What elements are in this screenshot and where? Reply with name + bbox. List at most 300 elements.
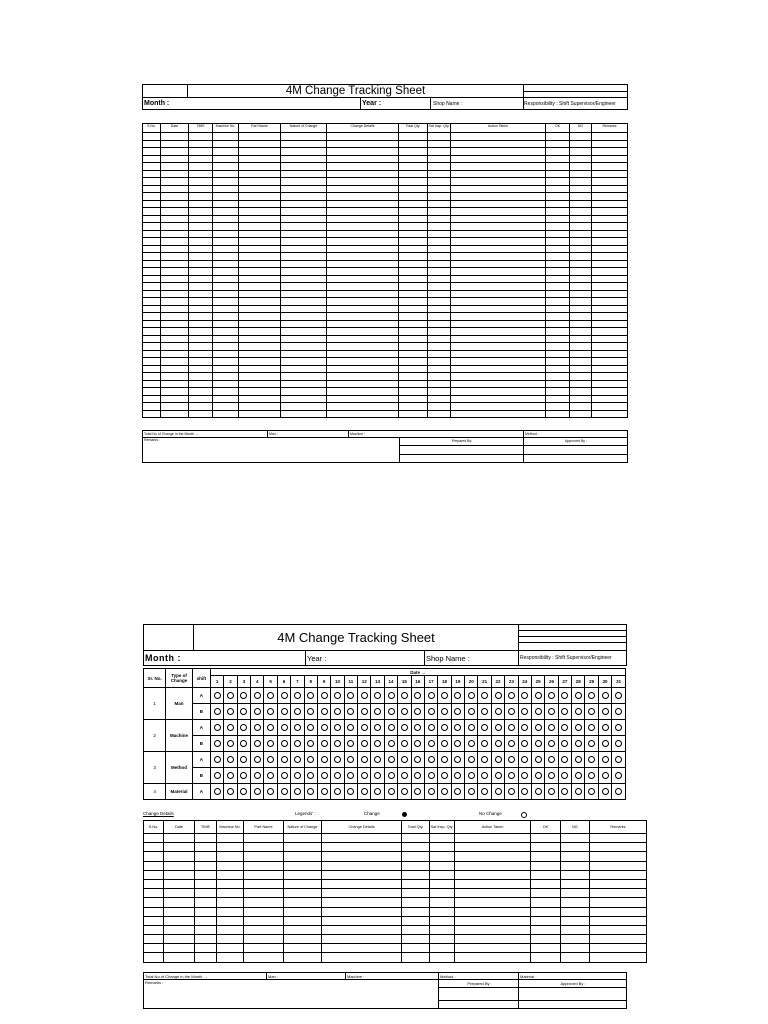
status-circle-icon[interactable] bbox=[214, 756, 221, 763]
status-circle-icon[interactable] bbox=[321, 740, 328, 747]
log-table-cell[interactable] bbox=[430, 925, 455, 934]
log-table-cell[interactable] bbox=[327, 305, 399, 313]
status-circle-icon[interactable] bbox=[214, 692, 221, 699]
log-table-cell[interactable] bbox=[546, 223, 570, 231]
log-table-cell[interactable] bbox=[281, 335, 327, 343]
status-circle-icon[interactable] bbox=[334, 708, 341, 715]
log-table-cell[interactable] bbox=[592, 275, 628, 283]
day-status-cell[interactable] bbox=[384, 688, 397, 704]
day-status-cell[interactable] bbox=[505, 720, 518, 736]
log-table-cell[interactable] bbox=[451, 230, 546, 238]
log-table-cell[interactable] bbox=[143, 200, 161, 208]
log-table-cell[interactable] bbox=[239, 283, 281, 291]
status-circle-icon[interactable] bbox=[307, 724, 314, 731]
day-status-cell[interactable] bbox=[358, 768, 371, 784]
day-status-cell[interactable] bbox=[291, 768, 304, 784]
log-table-cell[interactable] bbox=[239, 350, 281, 358]
day-status-cell[interactable] bbox=[438, 784, 451, 800]
log-table-cell[interactable] bbox=[430, 907, 455, 916]
log-table-cell[interactable] bbox=[239, 208, 281, 216]
status-circle-icon[interactable] bbox=[561, 692, 568, 699]
log-table-cell[interactable] bbox=[399, 140, 428, 148]
status-circle-icon[interactable] bbox=[254, 772, 261, 779]
log-table-cell[interactable] bbox=[399, 290, 428, 298]
day-status-cell[interactable] bbox=[518, 688, 531, 704]
status-circle-icon[interactable] bbox=[548, 756, 555, 763]
log-table-cell[interactable] bbox=[399, 208, 428, 216]
log-table-cell[interactable] bbox=[144, 843, 164, 852]
log-table-cell[interactable] bbox=[570, 373, 592, 381]
log-table-cell[interactable] bbox=[546, 283, 570, 291]
status-circle-icon[interactable] bbox=[214, 708, 221, 715]
status-circle-icon[interactable] bbox=[428, 692, 435, 699]
log-table-cell[interactable] bbox=[284, 834, 322, 843]
log-table-cell[interactable] bbox=[281, 260, 327, 268]
log-table-cell[interactable] bbox=[546, 163, 570, 171]
log-table-cell[interactable] bbox=[428, 245, 451, 253]
status-circle-icon[interactable] bbox=[374, 692, 381, 699]
log-table-cell[interactable] bbox=[570, 328, 592, 336]
log-table-cell[interactable] bbox=[327, 253, 399, 261]
log-table-cell[interactable] bbox=[451, 395, 546, 403]
status-circle-icon[interactable] bbox=[414, 756, 421, 763]
day-status-cell[interactable] bbox=[237, 768, 250, 784]
day-status-cell[interactable] bbox=[491, 768, 504, 784]
status-circle-icon[interactable] bbox=[214, 772, 221, 779]
status-circle-icon[interactable] bbox=[508, 708, 515, 715]
day-status-cell[interactable] bbox=[438, 720, 451, 736]
log-table-cell[interactable] bbox=[189, 163, 213, 171]
log-table-cell[interactable] bbox=[164, 925, 195, 934]
log-table-cell[interactable] bbox=[239, 320, 281, 328]
day-status-cell[interactable] bbox=[612, 736, 626, 752]
status-circle-icon[interactable] bbox=[602, 772, 609, 779]
day-status-cell[interactable] bbox=[545, 736, 558, 752]
log-table-cell[interactable] bbox=[213, 260, 239, 268]
log-table-cell[interactable] bbox=[143, 268, 161, 276]
status-circle-icon[interactable] bbox=[307, 692, 314, 699]
day-status-cell[interactable] bbox=[398, 720, 411, 736]
log-table-cell[interactable] bbox=[143, 223, 161, 231]
log-table-cell[interactable] bbox=[213, 223, 239, 231]
day-status-cell[interactable] bbox=[371, 720, 384, 736]
status-circle-icon[interactable] bbox=[521, 772, 528, 779]
status-circle-icon[interactable] bbox=[294, 756, 301, 763]
status-circle-icon[interactable] bbox=[588, 724, 595, 731]
status-circle-icon[interactable] bbox=[454, 772, 461, 779]
log-table-cell[interactable] bbox=[570, 133, 592, 141]
day-status-cell[interactable] bbox=[358, 752, 371, 768]
status-circle-icon[interactable] bbox=[575, 708, 582, 715]
day-status-cell[interactable] bbox=[558, 752, 571, 768]
log-table-cell[interactable] bbox=[451, 223, 546, 231]
status-circle-icon[interactable] bbox=[575, 756, 582, 763]
day-status-cell[interactable] bbox=[210, 768, 223, 784]
log-table-cell[interactable] bbox=[281, 245, 327, 253]
status-circle-icon[interactable] bbox=[214, 740, 221, 747]
log-table-cell[interactable] bbox=[161, 148, 189, 156]
status-circle-icon[interactable] bbox=[294, 740, 301, 747]
log-table-cell[interactable] bbox=[322, 889, 402, 898]
day-status-cell[interactable] bbox=[277, 688, 290, 704]
log-table-cell[interactable] bbox=[451, 260, 546, 268]
log-table-cell[interactable] bbox=[592, 365, 628, 373]
status-circle-icon[interactable] bbox=[307, 772, 314, 779]
day-status-cell[interactable] bbox=[398, 768, 411, 784]
log-table-cell[interactable] bbox=[161, 275, 189, 283]
log-table-cell[interactable] bbox=[189, 208, 213, 216]
log-table-cell[interactable] bbox=[451, 245, 546, 253]
log-table-cell[interactable] bbox=[239, 253, 281, 261]
log-table-cell[interactable] bbox=[327, 215, 399, 223]
day-status-cell[interactable] bbox=[478, 784, 491, 800]
status-circle-icon[interactable] bbox=[374, 788, 381, 795]
log-table-cell[interactable] bbox=[451, 343, 546, 351]
log-table-cell[interactable] bbox=[590, 861, 647, 870]
log-table-cell[interactable] bbox=[570, 215, 592, 223]
log-table-cell[interactable] bbox=[455, 935, 531, 944]
log-table-cell[interactable] bbox=[451, 253, 546, 261]
log-table-cell[interactable] bbox=[570, 305, 592, 313]
log-table-cell[interactable] bbox=[327, 328, 399, 336]
status-circle-icon[interactable] bbox=[575, 692, 582, 699]
log-table-cell[interactable] bbox=[428, 373, 451, 381]
log-table-cell[interactable] bbox=[281, 155, 327, 163]
log-table-cell[interactable] bbox=[189, 373, 213, 381]
day-status-cell[interactable] bbox=[585, 720, 598, 736]
log-table-cell[interactable] bbox=[399, 230, 428, 238]
day-status-cell[interactable] bbox=[451, 752, 464, 768]
day-status-cell[interactable] bbox=[344, 768, 357, 784]
day-status-cell[interactable] bbox=[224, 720, 237, 736]
status-circle-icon[interactable] bbox=[495, 708, 502, 715]
status-circle-icon[interactable] bbox=[294, 772, 301, 779]
log-table-cell[interactable] bbox=[189, 365, 213, 373]
log-table-cell[interactable] bbox=[322, 898, 402, 907]
log-table-cell[interactable] bbox=[189, 313, 213, 321]
status-circle-icon[interactable] bbox=[535, 788, 542, 795]
status-circle-icon[interactable] bbox=[267, 740, 274, 747]
log-table-cell[interactable] bbox=[592, 268, 628, 276]
day-status-cell[interactable] bbox=[558, 720, 571, 736]
day-status-cell[interactable] bbox=[438, 752, 451, 768]
log-table-cell[interactable] bbox=[546, 193, 570, 201]
status-circle-icon[interactable] bbox=[361, 788, 368, 795]
status-circle-icon[interactable] bbox=[495, 740, 502, 747]
day-status-cell[interactable] bbox=[384, 736, 397, 752]
log-table-cell[interactable] bbox=[239, 155, 281, 163]
log-table-cell[interactable] bbox=[213, 268, 239, 276]
day-status-cell[interactable] bbox=[505, 768, 518, 784]
day-status-cell[interactable] bbox=[398, 752, 411, 768]
day-status-cell[interactable] bbox=[264, 736, 277, 752]
log-table-cell[interactable] bbox=[546, 208, 570, 216]
log-table-cell[interactable] bbox=[327, 343, 399, 351]
log-table-cell[interactable] bbox=[592, 170, 628, 178]
log-table-cell[interactable] bbox=[570, 140, 592, 148]
log-table-cell[interactable] bbox=[161, 260, 189, 268]
log-table-cell[interactable] bbox=[428, 335, 451, 343]
log-table-cell[interactable] bbox=[570, 178, 592, 186]
log-table-cell[interactable] bbox=[144, 879, 164, 888]
log-table-cell[interactable] bbox=[284, 879, 322, 888]
log-table-cell[interactable] bbox=[592, 223, 628, 231]
day-status-cell[interactable] bbox=[505, 736, 518, 752]
status-circle-icon[interactable] bbox=[548, 708, 555, 715]
log-table-cell[interactable] bbox=[428, 170, 451, 178]
log-table-cell[interactable] bbox=[592, 305, 628, 313]
log-table-cell[interactable] bbox=[244, 898, 284, 907]
log-table-cell[interactable] bbox=[590, 916, 647, 925]
log-table-cell[interactable] bbox=[322, 861, 402, 870]
log-table-cell[interactable] bbox=[189, 148, 213, 156]
log-table-cell[interactable] bbox=[402, 925, 430, 934]
log-table-cell[interactable] bbox=[592, 403, 628, 411]
log-table-cell[interactable] bbox=[213, 298, 239, 306]
status-circle-icon[interactable] bbox=[441, 772, 448, 779]
log-table-cell[interactable] bbox=[399, 388, 428, 396]
log-table-cell[interactable] bbox=[451, 403, 546, 411]
log-table-cell[interactable] bbox=[143, 298, 161, 306]
log-table-cell[interactable] bbox=[428, 283, 451, 291]
log-table-cell[interactable] bbox=[570, 395, 592, 403]
log-table-cell[interactable] bbox=[592, 320, 628, 328]
log-table-cell[interactable] bbox=[561, 935, 590, 944]
day-status-cell[interactable] bbox=[411, 688, 424, 704]
status-circle-icon[interactable] bbox=[441, 708, 448, 715]
status-circle-icon[interactable] bbox=[561, 708, 568, 715]
log-table-cell[interactable] bbox=[451, 238, 546, 246]
log-table-cell[interactable] bbox=[189, 335, 213, 343]
day-status-cell[interactable] bbox=[465, 704, 478, 720]
day-status-cell[interactable] bbox=[291, 720, 304, 736]
status-circle-icon[interactable] bbox=[428, 708, 435, 715]
log-table-cell[interactable] bbox=[322, 907, 402, 916]
status-circle-icon[interactable] bbox=[267, 692, 274, 699]
log-table-cell[interactable] bbox=[570, 185, 592, 193]
log-table-cell[interactable] bbox=[281, 208, 327, 216]
log-table-cell[interactable] bbox=[161, 365, 189, 373]
day-status-cell[interactable] bbox=[317, 704, 330, 720]
log-table-cell[interactable] bbox=[399, 223, 428, 231]
status-circle-icon[interactable] bbox=[615, 692, 622, 699]
log-table-cell[interactable] bbox=[546, 268, 570, 276]
log-table-cell[interactable] bbox=[399, 215, 428, 223]
log-table-cell[interactable] bbox=[327, 283, 399, 291]
log-table-cell[interactable] bbox=[143, 215, 161, 223]
log-table-cell[interactable] bbox=[161, 170, 189, 178]
log-table-cell[interactable] bbox=[189, 140, 213, 148]
status-circle-icon[interactable] bbox=[267, 708, 274, 715]
day-status-cell[interactable] bbox=[224, 704, 237, 720]
status-circle-icon[interactable] bbox=[374, 772, 381, 779]
log-table-cell[interactable] bbox=[455, 916, 531, 925]
log-table-cell[interactable] bbox=[143, 245, 161, 253]
log-table-cell[interactable] bbox=[428, 140, 451, 148]
log-table-cell[interactable] bbox=[161, 343, 189, 351]
status-circle-icon[interactable] bbox=[361, 772, 368, 779]
log-table-cell[interactable] bbox=[592, 140, 628, 148]
log-table-cell[interactable] bbox=[428, 155, 451, 163]
log-table-cell[interactable] bbox=[213, 215, 239, 223]
log-table-cell[interactable] bbox=[161, 140, 189, 148]
status-circle-icon[interactable] bbox=[588, 772, 595, 779]
log-table-cell[interactable] bbox=[239, 193, 281, 201]
log-table-cell[interactable] bbox=[327, 335, 399, 343]
log-table-cell[interactable] bbox=[546, 290, 570, 298]
log-table-cell[interactable] bbox=[217, 870, 244, 879]
log-table-cell[interactable] bbox=[546, 358, 570, 366]
status-circle-icon[interactable] bbox=[240, 788, 247, 795]
day-status-cell[interactable] bbox=[612, 768, 626, 784]
log-table-cell[interactable] bbox=[322, 870, 402, 879]
log-table-cell[interactable] bbox=[546, 410, 570, 418]
log-table-cell[interactable] bbox=[161, 193, 189, 201]
status-circle-icon[interactable] bbox=[454, 740, 461, 747]
day-status-cell[interactable] bbox=[478, 704, 491, 720]
log-table-cell[interactable] bbox=[164, 953, 195, 962]
status-circle-icon[interactable] bbox=[521, 724, 528, 731]
day-status-cell[interactable] bbox=[424, 736, 437, 752]
log-table-cell[interactable] bbox=[189, 193, 213, 201]
status-circle-icon[interactable] bbox=[588, 740, 595, 747]
status-circle-icon[interactable] bbox=[521, 708, 528, 715]
log-table-cell[interactable] bbox=[161, 335, 189, 343]
log-table-cell[interactable] bbox=[590, 953, 647, 962]
log-table-cell[interactable] bbox=[546, 148, 570, 156]
status-circle-icon[interactable] bbox=[334, 692, 341, 699]
log-table-cell[interactable] bbox=[161, 200, 189, 208]
status-circle-icon[interactable] bbox=[294, 724, 301, 731]
log-table-cell[interactable] bbox=[239, 305, 281, 313]
log-table-cell[interactable] bbox=[239, 395, 281, 403]
day-status-cell[interactable] bbox=[304, 752, 317, 768]
status-circle-icon[interactable] bbox=[254, 740, 261, 747]
log-table-cell[interactable] bbox=[217, 861, 244, 870]
status-circle-icon[interactable] bbox=[388, 740, 395, 747]
log-table-cell[interactable] bbox=[144, 852, 164, 861]
status-circle-icon[interactable] bbox=[428, 788, 435, 795]
log-table-cell[interactable] bbox=[189, 410, 213, 418]
log-table-cell[interactable] bbox=[213, 350, 239, 358]
log-table-cell[interactable] bbox=[546, 275, 570, 283]
log-table-cell[interactable] bbox=[402, 843, 430, 852]
log-table-cell[interactable] bbox=[143, 305, 161, 313]
day-status-cell[interactable] bbox=[531, 704, 544, 720]
status-circle-icon[interactable] bbox=[602, 756, 609, 763]
log-table-cell[interactable] bbox=[195, 925, 217, 934]
log-table-cell[interactable] bbox=[327, 388, 399, 396]
status-circle-icon[interactable] bbox=[281, 708, 288, 715]
log-table-cell[interactable] bbox=[161, 155, 189, 163]
log-table-cell[interactable] bbox=[322, 916, 402, 925]
log-table-cell[interactable] bbox=[164, 889, 195, 898]
status-circle-icon[interactable] bbox=[321, 724, 328, 731]
log-table-cell[interactable] bbox=[161, 253, 189, 261]
log-table-cell[interactable] bbox=[590, 907, 647, 916]
status-circle-icon[interactable] bbox=[548, 724, 555, 731]
log-table-cell[interactable] bbox=[531, 935, 561, 944]
log-table-cell[interactable] bbox=[213, 238, 239, 246]
day-status-cell[interactable] bbox=[251, 688, 264, 704]
log-table-cell[interactable] bbox=[244, 843, 284, 852]
log-table-cell[interactable] bbox=[284, 870, 322, 879]
log-table-cell[interactable] bbox=[430, 834, 455, 843]
status-circle-icon[interactable] bbox=[254, 708, 261, 715]
status-circle-icon[interactable] bbox=[361, 692, 368, 699]
log-table-cell[interactable] bbox=[455, 889, 531, 898]
status-circle-icon[interactable] bbox=[561, 724, 568, 731]
log-table-cell[interactable] bbox=[239, 178, 281, 186]
log-table-cell[interactable] bbox=[213, 343, 239, 351]
day-status-cell[interactable] bbox=[424, 752, 437, 768]
log-table-cell[interactable] bbox=[244, 889, 284, 898]
log-table-cell[interactable] bbox=[327, 208, 399, 216]
status-circle-icon[interactable] bbox=[227, 788, 234, 795]
log-table-cell[interactable] bbox=[561, 953, 590, 962]
status-circle-icon[interactable] bbox=[441, 756, 448, 763]
status-circle-icon[interactable] bbox=[401, 740, 408, 747]
status-circle-icon[interactable] bbox=[227, 692, 234, 699]
log-table-cell[interactable] bbox=[213, 410, 239, 418]
log-table-cell[interactable] bbox=[143, 328, 161, 336]
log-table-cell[interactable] bbox=[239, 365, 281, 373]
log-table-cell[interactable] bbox=[164, 870, 195, 879]
log-table-cell[interactable] bbox=[217, 889, 244, 898]
log-table-cell[interactable] bbox=[213, 388, 239, 396]
log-table-cell[interactable] bbox=[592, 148, 628, 156]
status-circle-icon[interactable] bbox=[495, 692, 502, 699]
status-circle-icon[interactable] bbox=[347, 788, 354, 795]
log-table-cell[interactable] bbox=[213, 290, 239, 298]
day-status-cell[interactable] bbox=[251, 704, 264, 720]
log-table-cell[interactable] bbox=[399, 380, 428, 388]
log-table-cell[interactable] bbox=[327, 245, 399, 253]
status-circle-icon[interactable] bbox=[347, 708, 354, 715]
day-status-cell[interactable] bbox=[251, 752, 264, 768]
day-status-cell[interactable] bbox=[291, 784, 304, 800]
log-table-cell[interactable] bbox=[399, 283, 428, 291]
log-table-cell[interactable] bbox=[281, 283, 327, 291]
log-table-cell[interactable] bbox=[451, 335, 546, 343]
status-circle-icon[interactable] bbox=[294, 708, 301, 715]
log-table-cell[interactable] bbox=[451, 298, 546, 306]
day-status-cell[interactable] bbox=[384, 704, 397, 720]
log-table-cell[interactable] bbox=[164, 879, 195, 888]
log-table-cell[interactable] bbox=[143, 343, 161, 351]
log-table-cell[interactable] bbox=[428, 275, 451, 283]
log-table-cell[interactable] bbox=[546, 155, 570, 163]
log-table-cell[interactable] bbox=[402, 861, 430, 870]
day-status-cell[interactable] bbox=[612, 720, 626, 736]
day-status-cell[interactable] bbox=[505, 752, 518, 768]
status-circle-icon[interactable] bbox=[254, 756, 261, 763]
log-table-cell[interactable] bbox=[592, 350, 628, 358]
day-status-cell[interactable] bbox=[478, 768, 491, 784]
status-circle-icon[interactable] bbox=[441, 788, 448, 795]
log-table-cell[interactable] bbox=[570, 365, 592, 373]
status-circle-icon[interactable] bbox=[561, 740, 568, 747]
log-table-cell[interactable] bbox=[327, 200, 399, 208]
log-table-cell[interactable] bbox=[592, 185, 628, 193]
log-table-cell[interactable] bbox=[399, 358, 428, 366]
status-circle-icon[interactable] bbox=[521, 692, 528, 699]
log-table-cell[interactable] bbox=[546, 365, 570, 373]
log-table-cell[interactable] bbox=[281, 223, 327, 231]
log-table-cell[interactable] bbox=[189, 305, 213, 313]
status-circle-icon[interactable] bbox=[521, 740, 528, 747]
day-status-cell[interactable] bbox=[491, 688, 504, 704]
